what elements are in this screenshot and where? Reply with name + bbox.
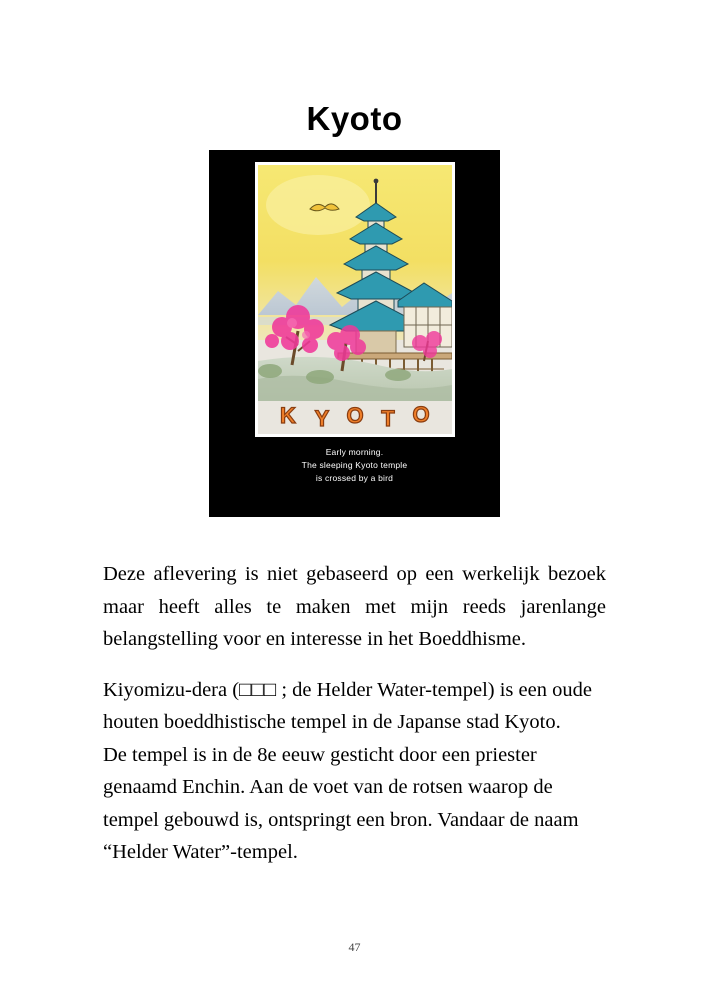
page-title: Kyoto [306,100,403,138]
artwork-frame [255,162,455,437]
figure-caption [209,446,500,485]
svg-text:T: T [381,406,395,431]
paragraph-1: Deze aflevering is niet gebaseerd op een werkelijk bezoek maar heeft alles te maken met mijn reeds jarenlange belangstelling voor en interesse in het Boeddhisme. [103,563,606,650]
caption-line-2: The sleeping Kyoto temple [301,460,408,470]
svg-text:Y: Y [314,406,330,431]
svg-text:O: O [346,403,364,428]
svg-text:O: O [412,402,430,427]
page-number: 47 [348,940,361,954]
svg-text:K: K [280,403,296,428]
paragraph-spacer [103,656,606,674]
body-text [103,558,606,869]
caption-line-3: is crossed by a bird [315,473,394,483]
paragraph-3: De tempel is in de 8e eeuw gesticht door een priester genaamd Enchin. Aan de voet van de rotsen waarop de tempel gebouwd is, ontspringt een bron. Vandaar de naam “Helder Water”-tempel. [103,743,579,863]
artwork-image [258,165,452,434]
caption-line-1: Early morning. [325,447,384,457]
paragraph-2: Kiyomizu-dera (□□□ ; de Helder Water-tempel) is een oude houten boeddhistische tempel in de Japanse stad Kyoto. [103,678,592,733]
figure-block [209,150,500,517]
